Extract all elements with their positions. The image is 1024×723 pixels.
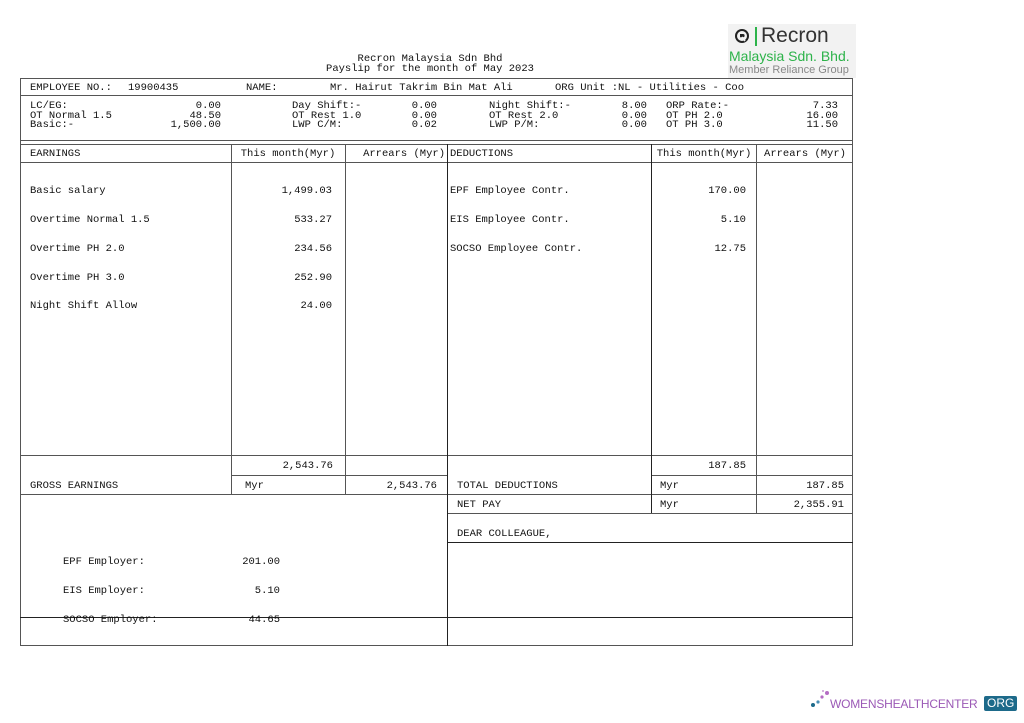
logo-group: Member Reliance Group	[729, 64, 849, 76]
logo-brand: Recron	[761, 24, 829, 47]
earnings-header: EARNINGS	[30, 148, 81, 160]
earning-item-label: Overtime PH 2.0	[30, 242, 125, 255]
company-name: Recron Malaysia Sdn Bhd	[357, 53, 503, 65]
earning-item-label: Overtime PH 3.0	[30, 271, 125, 284]
earnings-labels	[30, 168, 150, 322]
divider	[20, 494, 853, 495]
earning-item-label: Night Shift Allow	[30, 300, 138, 313]
recron-logo	[728, 24, 856, 78]
watermark	[810, 688, 1020, 712]
gross-earnings-label: GROSS EARNINGS	[30, 480, 119, 492]
deduction-item-label: SOCSO Employee Contr.	[450, 242, 583, 255]
divider	[447, 144, 448, 646]
total-deductions-currency: Myr	[660, 480, 679, 492]
deductions-header: DEDUCTIONS	[450, 148, 514, 160]
divider	[447, 513, 853, 514]
deductions-this-month-header: This month(Myr)	[656, 148, 752, 160]
divider	[231, 144, 232, 494]
stats-col1-values: 0.00 48.50 1,500.00	[170, 100, 221, 132]
payslip-title: Payslip for the month of May 2023	[326, 63, 534, 75]
stats-col1-labels: LC/EG: OT Normal 1.5 Basic:-	[30, 100, 112, 132]
logo-divider	[755, 27, 757, 46]
total-deductions-value: 187.85	[806, 480, 844, 492]
employer-item-value: 5.10	[254, 584, 280, 597]
employer-labels	[63, 539, 158, 635]
stats-col2-values: 0.00 0.00 0.02	[411, 100, 437, 132]
reliance-logo-icon	[734, 28, 750, 44]
name-label: NAME:	[246, 82, 278, 94]
deductions-subtotal: 187.85	[708, 460, 746, 472]
divider	[20, 455, 853, 456]
net-pay-currency: Myr	[660, 499, 679, 511]
deduction-item-amount: 12.75	[714, 242, 746, 255]
logo-subtitle: Malaysia Sdn. Bhd.	[729, 48, 850, 64]
deduction-item-label: EPF Employee Contr.	[450, 185, 570, 198]
earning-item-amount: 1,499.03	[281, 185, 332, 198]
stats-col2-labels: Day Shift:- OT Rest 1.0 LWP C/M:	[292, 100, 362, 132]
employer-item-label: EIS Employer:	[63, 584, 145, 597]
deductions-arrears-header: Arrears (Myr)	[764, 148, 846, 160]
deduction-amounts	[660, 168, 746, 264]
earning-item-amount: 252.90	[294, 271, 332, 284]
deduction-item-label: EIS Employee Contr.	[450, 213, 570, 226]
earnings-amounts	[240, 168, 332, 322]
divider	[345, 144, 346, 494]
name-value: Mr. Hairut Takrim Bin Mat Ali	[330, 82, 513, 94]
gross-earnings-value: 2,543.76	[386, 480, 437, 492]
earnings-this-month-header: This month(Myr)	[240, 148, 336, 160]
earnings-subtotal: 2,543.76	[282, 460, 333, 472]
employer-item-value: 201.00	[242, 556, 280, 569]
employer-values	[220, 539, 280, 635]
employer-item-label: EPF Employer:	[63, 556, 145, 569]
earnings-arrears-header: Arrears (Myr)	[363, 148, 445, 160]
earning-item-label: Overtime Normal 1.5	[30, 213, 150, 226]
employee-no-value: 19900435	[128, 82, 179, 94]
employee-no-label: EMPLOYEE NO.:	[30, 82, 112, 94]
greeting: DEAR COLLEAGUE,	[457, 528, 552, 540]
divider	[20, 144, 853, 145]
net-pay-label: NET PAY	[457, 499, 502, 511]
employer-item-value: 44.65	[248, 613, 280, 626]
stats-col3-values: 8.00 0.00 0.00	[621, 100, 647, 132]
stats-col4-values: 7.33 16.00 11.50	[806, 100, 838, 132]
divider	[651, 144, 652, 513]
gross-currency: Myr	[245, 480, 264, 492]
divider	[20, 95, 853, 96]
stats-col4-labels: ORP Rate:- OT PH 2.0 OT PH 3.0	[666, 100, 730, 132]
divider	[20, 140, 853, 141]
earning-item-label: Basic salary	[30, 185, 106, 198]
deduction-item-amount: 170.00	[708, 185, 746, 198]
watermark-badge: ORG	[984, 696, 1017, 711]
deduction-item-amount: 5.10	[720, 213, 746, 226]
earning-item-amount: 234.56	[294, 242, 332, 255]
net-pay-value: 2,355.91	[793, 499, 844, 511]
divider	[447, 542, 853, 543]
divider	[231, 475, 447, 476]
employer-item-label: SOCSO Employer:	[63, 613, 158, 626]
divider	[651, 475, 853, 476]
watermark-text: WOMENSHEALTHCENTER	[830, 697, 978, 711]
org-unit: ORG Unit :NL - Utilities - Coo	[555, 82, 745, 94]
divider	[20, 162, 853, 163]
stats-col3-labels: Night Shift:- OT Rest 2.0 LWP P/M:	[489, 100, 571, 132]
divider	[756, 144, 757, 494]
earning-item-amount: 533.27	[294, 213, 332, 226]
earning-item-amount: 24.00	[300, 300, 332, 313]
divider	[756, 494, 757, 513]
total-deductions-label: TOTAL DEDUCTIONS	[457, 480, 558, 492]
deduction-labels	[450, 168, 582, 264]
